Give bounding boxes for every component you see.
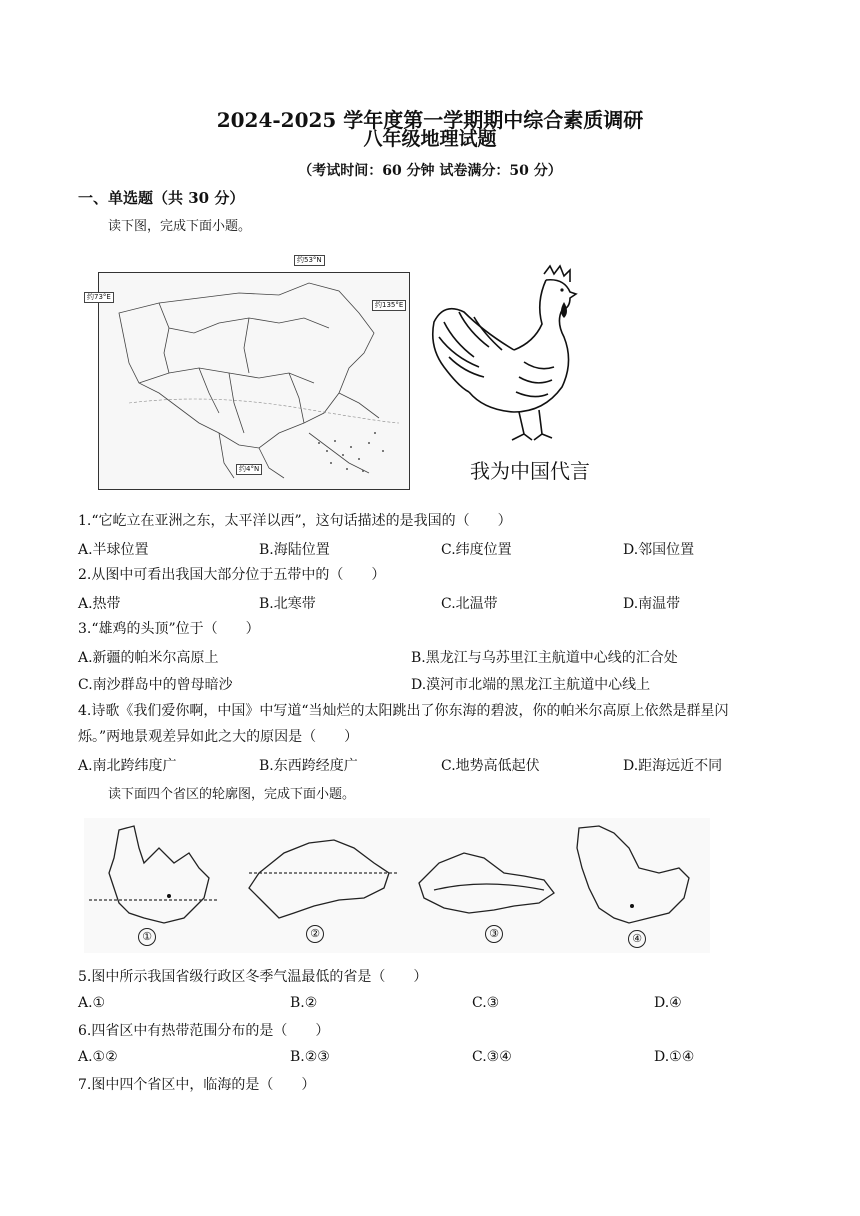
q6-option-c[interactable]: C.③④ <box>472 1049 512 1065</box>
q5-option-c[interactable]: C.③ <box>472 995 500 1011</box>
map-label-north: 约53°N <box>294 255 325 266</box>
q3-option-d[interactable]: D.漠河市北端的黑龙江主航道中心线上 <box>411 677 651 693</box>
question-4-stem-line1: 4.诗歌《我们爱你啊，中国》中写道“当灿烂的太阳跳出了你东海的碧波，你的帕米尔高原上依然是群星闪 <box>78 703 729 719</box>
q3-option-a[interactable]: A.新疆的帕米尔高原上 <box>78 650 219 666</box>
map-frame <box>98 272 410 490</box>
province-outlines-figure <box>84 818 710 953</box>
exam-subtitle: 八年级地理试题 <box>363 128 497 150</box>
question-5-stem: 5.图中所示我国省级行政区冬季气温最低的省是（ ） <box>78 969 428 985</box>
q3-option-c[interactable]: C.南沙群岛中的曾母暗沙 <box>78 677 233 693</box>
q1-option-b[interactable]: B.海陆位置 <box>259 542 330 558</box>
map-label-south: 约4°N <box>236 464 262 475</box>
question-4-stem-line2: 烁。”两地景观差异如此之大的原因是（ ） <box>78 729 359 745</box>
q5-option-b[interactable]: B.② <box>290 995 318 1011</box>
q6-option-b[interactable]: B.②③ <box>290 1049 330 1065</box>
outline-number-3: ③ <box>485 925 503 943</box>
q1-option-a[interactable]: A.半球位置 <box>78 542 149 558</box>
q4-option-c[interactable]: C.地势高低起伏 <box>441 758 540 774</box>
q2-option-c[interactable]: C.北温带 <box>441 596 498 612</box>
section-heading: 一、单选题（共 30 分） <box>78 189 245 207</box>
q1-option-c[interactable]: C.纬度位置 <box>441 542 512 558</box>
q4-option-b[interactable]: B.东西跨经度广 <box>259 758 358 774</box>
q4-option-d[interactable]: D.距海远近不同 <box>623 758 723 774</box>
question-1-stem: 1.“它屹立在亚洲之东，太平洋以西”，这句话描述的是我国的（ ） <box>78 513 512 529</box>
map-label-west: 约73°E <box>84 292 114 303</box>
rooster-icon <box>424 262 604 442</box>
outline-number-4: ④ <box>628 930 646 948</box>
q2-option-b[interactable]: B.北寒带 <box>259 596 316 612</box>
province-outlines-graphic <box>84 818 710 953</box>
q2-option-d[interactable]: D.南温带 <box>623 596 681 612</box>
rooster-figure <box>424 262 604 487</box>
q5-option-d[interactable]: D.④ <box>654 995 682 1011</box>
q1-option-d[interactable]: D.邻国位置 <box>623 542 695 558</box>
instruction-2: 读下面四个省区的轮廓图，完成下面小题。 <box>108 787 356 802</box>
exam-title: 2024-2025 学年度第一学期期中综合素质调研 <box>216 108 644 132</box>
rooster-caption: 我为中国代言 <box>470 459 590 483</box>
q3-option-b[interactable]: B.黑龙江与乌苏里江主航道中心线的汇合处 <box>411 650 678 666</box>
map-label-east: 约135°E <box>372 300 406 311</box>
q6-option-d[interactable]: D.①④ <box>654 1049 695 1065</box>
question-3-stem: 3.“雄鸡的头顶”位于（ ） <box>78 621 260 637</box>
china-map-figure <box>84 255 414 491</box>
q6-option-a[interactable]: A.①② <box>78 1049 118 1065</box>
question-2-stem: 2.从图中可看出我国大部分位于五带中的（ ） <box>78 567 386 583</box>
instruction-1: 读下图，完成下面小题。 <box>108 219 252 234</box>
q5-option-a[interactable]: A.① <box>78 995 106 1011</box>
map-graphic <box>99 273 409 489</box>
question-7-stem: 7.图中四个省区中，临海的是（ ） <box>78 1077 316 1093</box>
exam-info: （考试时间：60 分钟 试卷满分：50 分） <box>298 163 562 179</box>
q4-option-a[interactable]: A.南北跨纬度广 <box>78 758 177 774</box>
outline-number-1: ① <box>138 928 156 946</box>
outline-number-2: ② <box>306 925 324 943</box>
question-6-stem: 6.四省区中有热带范围分布的是（ ） <box>78 1023 330 1039</box>
q2-option-a[interactable]: A.热带 <box>78 596 121 612</box>
